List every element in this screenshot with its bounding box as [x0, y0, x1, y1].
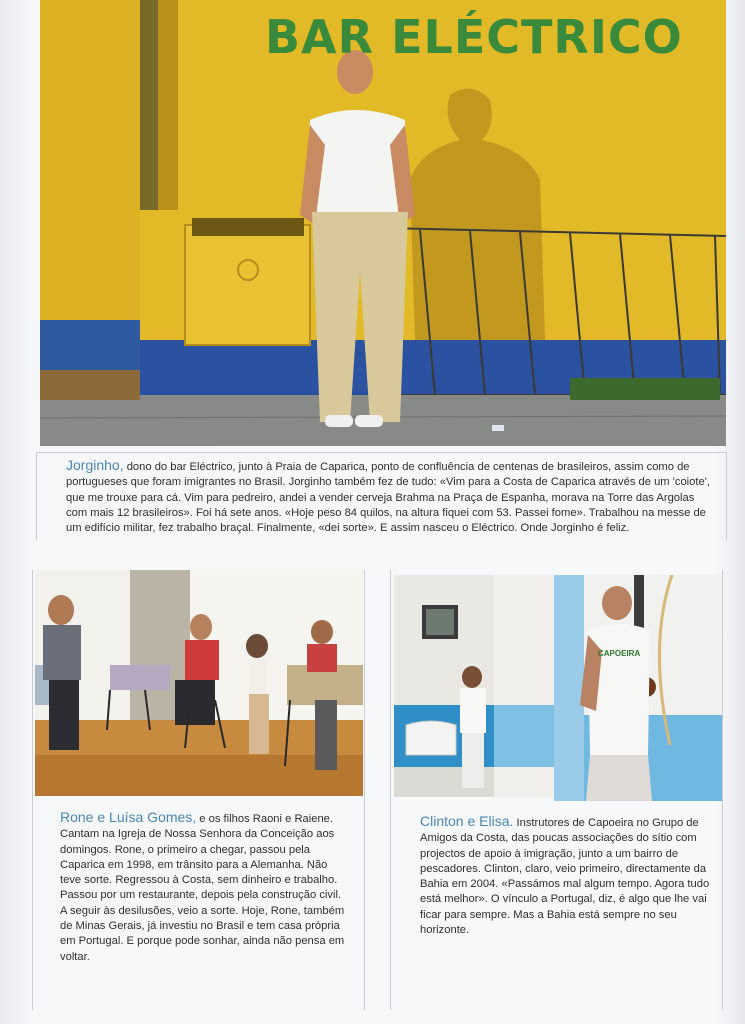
rule-left-top: [36, 452, 37, 540]
caption-jorginho-text: dono do bar Eléctrico, junto à Praia de Caparica, ponto de confluência de centenas de brasileiros, assim como de portugueses que foram imigrantes no Brasil. Jorginho também fez de tudo: «Vim para a Costa de Caparica através de um 'coiote', que me trouxe para cá. Vim para pedreiro, andei a vender cerveja Brahma na Praça de Espanha, morava na Torre das Argolas com mais 12 brasileiros». Foi há sete anos. «Hoje peso 84 quilos, na altura fiquei com 53. Passei fome». Trabalhou na messe de um edifício militar, fez trabalho braçal. Finalmente, «dei sorte». E assim nasceu o Eléctrico. Onde Jorginho é feliz.: [66, 461, 710, 535]
sign-bar-electrico: BAR ELÉCTRICO: [265, 10, 683, 64]
rule-center-left: [364, 570, 365, 1010]
caption-jorginho: [66, 458, 716, 536]
rule-left-bottom: [32, 570, 33, 1010]
photo-capoeira-instructor: [554, 575, 722, 801]
caption-jorginho-name: Jorginho,: [66, 457, 124, 473]
rule-top: [36, 452, 726, 453]
caption-rone-name: Rone e Luísa Gomes,: [60, 809, 197, 825]
rule-center-right: [390, 570, 391, 1010]
rule-right-top: [726, 452, 727, 540]
photo-capoeira-child: [394, 575, 554, 797]
caption-clinton: [420, 814, 710, 938]
caption-clinton-name: Clinton e Elisa.: [420, 813, 514, 829]
caption-rone-text: e os filhos Raoni e Raiene. Cantam na Igreja de Nossa Senhora da Conceição aos domingos. Rone, o primeiro a chegar, passou pela Caparica em 1998, em trânsito para a Alemanha. Não teve sorte. Regressou à Costa, sem dinheiro e trabalho. Passou por um restaurante, depois pela construção civil. A seguir às desilusões, veio a sorte. Hoje, Rone, também de Minas Gerais, já investiu no Brasil e tem casa própria em Portugal. E porque pode sonhar, ainda não pensa em voltar.: [60, 813, 345, 963]
rule-right-bottom: [722, 570, 723, 1010]
photo-bar-electrico: [40, 0, 726, 446]
shirt-text: CAPOEIRA: [598, 649, 641, 658]
caption-clinton-text: Instrutores de Capoeira no Grupo de Amigos da Costa, das poucas associações do sítio com projectos de apoio à imigração, junto a um bairro de pescadores. Clinton, claro, veio primeiro, directamente da Bahia em 2004. «Passámos mal algum tempo. Agora tudo está melhor». O vínculo a Portugal, diz, é algo que lhe vai ficar para sempre. Mas a Bahia está sempre no seu horizonte.: [420, 817, 710, 937]
photo-rone-family: [35, 570, 363, 796]
bar-scene-illustration: [40, 0, 726, 446]
instructor-scene-illustration: [554, 575, 722, 801]
child-scene-illustration: [394, 575, 554, 797]
caption-rone: [60, 810, 345, 965]
family-scene-illustration: [35, 570, 363, 796]
